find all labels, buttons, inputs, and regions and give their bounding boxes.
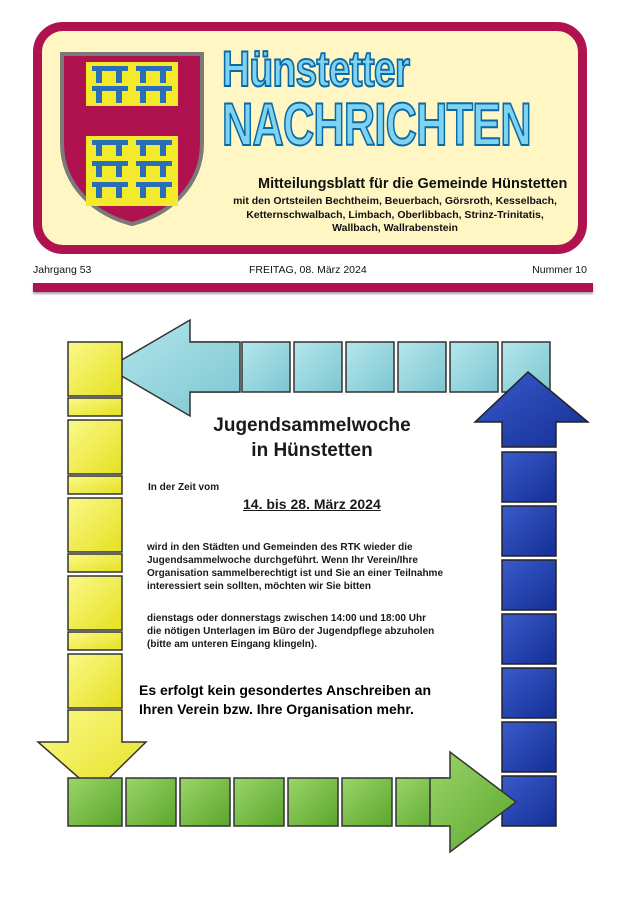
closing-line: Es erfolgt kein gesondertes Anschreiben an <box>139 682 432 698</box>
header-divider <box>33 283 593 292</box>
closing-line: Ihren Verein bzw. Ihre Organisation mehr. <box>139 701 414 717</box>
right-track-squares <box>502 452 556 826</box>
flyer-paragraph-2 <box>147 612 434 651</box>
districts-line: Ketternschwalbach, Limbach, Oberlibbach, Strinz-Trinitatis, <box>246 208 544 221</box>
cyan-arrow-left <box>108 320 240 416</box>
paragraph-line: wird in den Städten und Gemeinden des RTK wieder die <box>147 542 413 553</box>
flyer-paragraph-1 <box>147 541 443 593</box>
paragraph-line: die nötigen Unterlagen im Büro der Jugendpflege abzuholen <box>147 626 435 637</box>
issue-info-bar <box>33 264 587 278</box>
bottom-track-squares <box>68 778 446 826</box>
masthead-districts <box>210 195 580 236</box>
masthead-subtitle: Mitteilungsblatt für die Gemeinde Hünstetten <box>258 176 568 192</box>
paragraph-line: Jugendsammelwoche durchgeführt. Wenn Ihr Verein/Ihre <box>147 555 418 566</box>
left-track-squares <box>68 342 122 708</box>
flyer-heading-line: in Hünstetten <box>251 440 373 461</box>
coat-of-arms-icon <box>56 48 208 226</box>
flyer-heading <box>188 413 436 463</box>
paragraph-line: interessiert sein sollten, möchten wir Sie bitten <box>147 581 371 592</box>
districts-line: Wallbach, Wallrabenstein <box>332 222 458 234</box>
paragraph-line: dienstags oder donnerstags zwischen 14:00 und 18:00 Uhr <box>147 613 426 624</box>
flyer-closing-note <box>139 681 431 719</box>
paragraph-line: (bitte am unteren Eingang klingeln). <box>147 639 318 650</box>
flyer-heading-line: Jugendsammelwoche <box>213 415 411 436</box>
districts-line: mit den Ortsteilen Bechtheim, Beuerbach, Görsroth, Kesselbach, <box>233 195 557 207</box>
top-track-squares <box>190 342 550 392</box>
issue-number: Nummer 10 <box>532 264 587 276</box>
issue-volume: Jahrgang 53 <box>33 264 92 276</box>
issue-date: FREITAG, 08. März 2024 <box>249 264 367 276</box>
flyer-period-intro: In der Zeit vom <box>148 482 220 493</box>
masthead-title-line2: NACHRICHTEN <box>222 91 531 158</box>
flyer-period-dates: 14. bis 28. März 2024 <box>243 496 381 512</box>
paragraph-line: Organisation sammelberechtigt ist und Sie an einer Teilnahme <box>147 568 444 579</box>
masthead-title-line1: Hünstetter <box>222 41 410 97</box>
